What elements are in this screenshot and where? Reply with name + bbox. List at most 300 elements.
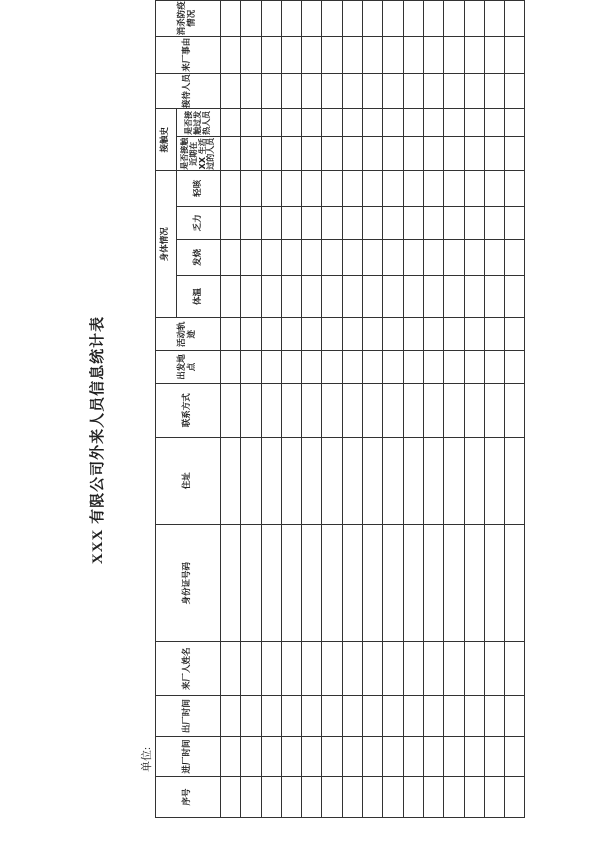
table-cell [383,642,403,696]
table-cell [363,1,383,37]
table-cell [342,437,362,524]
table-cell [363,351,383,384]
table-cell [505,777,525,818]
table-cell [383,73,403,108]
table-cell [241,318,261,351]
table-cell [241,275,261,318]
unit-label: 单位: [141,746,153,772]
form-title: XXX 有限公司外来人员信息统计表 [90,315,106,565]
table-cell [281,109,301,137]
table-cell [281,642,301,696]
table-row [403,1,423,818]
table-cell [484,524,504,641]
table-cell [342,240,362,275]
table-cell [444,109,464,137]
table-cell [281,206,301,240]
table-cell [241,206,261,240]
table-cell [322,240,342,275]
table-cell [363,642,383,696]
table-cell [383,171,403,206]
table-cell [261,383,281,437]
table-cell [261,1,281,37]
table-cell [322,437,342,524]
table-cell [464,642,484,696]
table-cell [484,109,504,137]
table-cell [444,73,464,108]
table-cell [261,73,281,108]
table-cell [403,275,423,318]
table-cell [363,524,383,641]
table-cell [464,73,484,108]
table-cell [241,737,261,777]
table-cell [505,73,525,108]
table-cell [261,642,281,696]
table-cell [464,137,484,171]
table-cell [403,36,423,73]
table-cell [322,137,342,171]
table-cell [281,1,301,37]
table-cell [403,137,423,171]
table-cell [403,206,423,240]
table-cell [302,524,322,641]
table-cell [464,437,484,524]
table-cell [383,318,403,351]
table-cell [423,109,443,137]
table-cell [423,206,443,240]
table-cell [484,1,504,37]
header-exit-time: 出厂时间 [156,696,221,737]
table-cell [342,275,362,318]
table-cell [383,737,403,777]
table-cell [423,318,443,351]
header-address: 住址 [156,437,221,524]
table-row [444,1,464,818]
table-cell [383,36,403,73]
table-cell [342,73,362,108]
table-cell [302,777,322,818]
table-cell [464,318,484,351]
table-cell [221,737,241,777]
table-cell [464,1,484,37]
table-cell [423,36,443,73]
table-cell [281,524,301,641]
table-cell [302,73,322,108]
table-cell [363,36,383,73]
header-health-status: 身体情况 [156,171,177,318]
header-activity-track: 活动轨迹 [156,318,221,351]
table-cell [221,36,241,73]
table-cell [261,696,281,737]
table-cell [302,206,322,240]
header-departure-place: 出发地点 [156,351,221,384]
table-cell [221,437,241,524]
table-cell [423,240,443,275]
table-cell [322,171,342,206]
table-cell [281,437,301,524]
header-contact-xx-residents: 是否接触近期在 XX 生活过的人员 [177,137,221,171]
table-cell [383,437,403,524]
table-cell [423,275,443,318]
table-cell [281,351,301,384]
table-cell [505,206,525,240]
table-cell [383,696,403,737]
table-cell [281,737,301,777]
header-fatigue: 乏力 [177,206,221,240]
table-cell [281,36,301,73]
table-cell [221,696,241,737]
table-cell [342,206,362,240]
table-cell [484,240,504,275]
table-cell [464,36,484,73]
table-cell [403,696,423,737]
table-cell [423,1,443,37]
table-cell [403,318,423,351]
table-cell [444,171,464,206]
table-cell [484,777,504,818]
table-cell [221,275,241,318]
table-cell [342,737,362,777]
table-cell [505,351,525,384]
header-fever: 发烧 [177,240,221,275]
table-cell [302,437,322,524]
table-cell [221,318,241,351]
table-cell [302,642,322,696]
table-cell [281,275,301,318]
table-cell [464,206,484,240]
table-cell [383,383,403,437]
visitor-info-table [155,0,525,818]
table-cell [261,524,281,641]
table-cell [261,275,281,318]
table-cell [302,275,322,318]
table-cell [241,383,261,437]
table-cell [403,383,423,437]
header-contact-fever-persons: 是否接触过发热人员 [177,109,221,137]
header-contact: 联系方式 [156,383,221,437]
table-cell [221,206,241,240]
table-cell [261,351,281,384]
table-cell [444,777,464,818]
table-cell [302,109,322,137]
table-cell [322,1,342,37]
table-cell [342,109,362,137]
table-cell [221,642,241,696]
table-cell [383,137,403,171]
table-cell [423,737,443,777]
table-cell [423,437,443,524]
table-row [505,1,525,818]
table-cell [241,171,261,206]
table-cell [221,171,241,206]
table-cell [302,36,322,73]
header-entry-time: 进厂时间 [156,737,221,777]
table-cell [342,1,362,37]
header-visit-reason: 来厂事由 [156,36,221,73]
table-cell [302,318,322,351]
table-cell [241,351,261,384]
table-cell [302,137,322,171]
table-cell [363,171,383,206]
table-cell [383,275,403,318]
table-cell [464,696,484,737]
table-cell [342,351,362,384]
table-cell [484,437,504,524]
table-cell [281,383,301,437]
table-cell [342,696,362,737]
table-cell [261,437,281,524]
table-cell [342,171,362,206]
table-cell [322,737,342,777]
table-cell [484,171,504,206]
table-cell [444,1,464,37]
table-cell [505,36,525,73]
table-row [302,1,322,818]
table-cell [363,383,383,437]
table-cell [484,383,504,437]
table-cell [281,137,301,171]
table-cell [363,109,383,137]
table-cell [363,240,383,275]
table-cell [281,318,301,351]
table-cell [342,524,362,641]
table-cell [444,351,464,384]
table-cell [261,240,281,275]
table-cell [342,137,362,171]
table-cell [221,1,241,37]
table-cell [423,383,443,437]
header-visitor-name: 来厂人姓名 [156,642,221,696]
table-cell [302,1,322,37]
table-cell [484,351,504,384]
table-cell [464,171,484,206]
table-cell [505,737,525,777]
table-cell [505,437,525,524]
table-cell [221,240,241,275]
table-cell [241,642,261,696]
table-cell [363,275,383,318]
table-row [423,1,443,818]
table-row [484,1,504,818]
table-cell [322,696,342,737]
table-cell [464,240,484,275]
table-cell [322,275,342,318]
header-temperature: 体温 [177,275,221,318]
table-cell [241,137,261,171]
table-cell [423,524,443,641]
table-cell [281,171,301,206]
table-cell [444,383,464,437]
table-cell [423,777,443,818]
table-cell [302,240,322,275]
table-cell [383,524,403,641]
table-cell [403,240,423,275]
table-cell [464,351,484,384]
table-cell [383,1,403,37]
table-cell [383,109,403,137]
table-cell [484,737,504,777]
table-cell [241,1,261,37]
table-cell [403,524,423,641]
table-cell [484,275,504,318]
table-cell [484,73,504,108]
table-cell [241,777,261,818]
table-row [261,1,281,818]
table-cell [342,36,362,73]
table-cell [241,696,261,737]
table-cell [221,383,241,437]
table-cell [322,109,342,137]
table-cell [322,73,342,108]
table-row [241,1,261,818]
table-cell [505,275,525,318]
table-cell [281,240,301,275]
table-cell [322,351,342,384]
table-row [363,1,383,818]
table-cell [281,73,301,108]
table-cell [241,524,261,641]
table-cell [261,109,281,137]
table-cell [261,137,281,171]
table-cell [363,318,383,351]
table-row [464,1,484,818]
table-cell [342,318,362,351]
table-cell [444,36,464,73]
table-cell [423,696,443,737]
table-cell [444,206,464,240]
table-cell [281,696,301,737]
table-cell [505,137,525,171]
table-cell [221,109,241,137]
table-cell [221,351,241,384]
table-cell [444,275,464,318]
table-cell [505,109,525,137]
table-cell [403,73,423,108]
table-cell [403,171,423,206]
table-cell [423,73,443,108]
table-cell [403,109,423,137]
table-cell [221,137,241,171]
table-cell [505,1,525,37]
table-cell [322,383,342,437]
table-cell [322,318,342,351]
table-cell [322,642,342,696]
table-cell [484,696,504,737]
table-cell [302,696,322,737]
table-cell [505,318,525,351]
table-cell [363,206,383,240]
table-cell [261,36,281,73]
table-cell [423,171,443,206]
table-cell [383,206,403,240]
table-cell [241,36,261,73]
table-cell [505,383,525,437]
header-disinfection: 消杀防疫情况 [156,1,221,37]
table-cell [444,318,464,351]
table-row [383,1,403,818]
table-cell [221,73,241,108]
table-cell [322,206,342,240]
table-cell [281,777,301,818]
table-cell [484,36,504,73]
table-cell [363,137,383,171]
table-cell [444,642,464,696]
table-cell [464,777,484,818]
table-row [281,1,301,818]
table-cell [363,737,383,777]
table-cell [464,524,484,641]
table-cell [444,240,464,275]
table-cell [383,351,403,384]
table-cell [423,351,443,384]
table-cell [403,1,423,37]
table-cell [221,524,241,641]
table-cell [403,737,423,777]
table-row [342,1,362,818]
table-cell [322,36,342,73]
table-cell [464,275,484,318]
table-cell [484,137,504,171]
table-cell [484,206,504,240]
table-cell [505,642,525,696]
table-cell [464,737,484,777]
table-cell [444,437,464,524]
table-cell [261,171,281,206]
table-cell [342,777,362,818]
table-cell [444,137,464,171]
header-contact-history: 接触史 [156,109,177,171]
table-cell [363,777,383,818]
table-cell [302,737,322,777]
table-cell [302,171,322,206]
table-cell [403,437,423,524]
table-row [221,1,241,818]
table-cell [464,383,484,437]
table-cell [363,437,383,524]
table-cell [322,777,342,818]
table-cell [423,642,443,696]
table-cell [403,777,423,818]
table-cell [505,696,525,737]
table-cell [505,524,525,641]
table-cell [363,696,383,737]
table-cell [383,240,403,275]
table-cell [261,737,281,777]
table-cell [261,777,281,818]
table-cell [403,642,423,696]
table-cell [322,524,342,641]
header-receiver: 接待人员 [156,73,221,108]
table-cell [403,351,423,384]
table-cell [261,206,281,240]
table-cell [342,642,362,696]
table-cell [505,240,525,275]
table-cell [444,696,464,737]
table-cell [484,318,504,351]
table-cell [241,73,261,108]
table-row [322,1,342,818]
table-cell [221,777,241,818]
table-cell [363,73,383,108]
header-mild-cough: 轻咳 [177,171,221,206]
table-cell [484,642,504,696]
table-cell [261,318,281,351]
table-cell [423,137,443,171]
table-cell [302,351,322,384]
table-cell [444,524,464,641]
table-cell [241,437,261,524]
table-cell [302,383,322,437]
table-cell [505,171,525,206]
